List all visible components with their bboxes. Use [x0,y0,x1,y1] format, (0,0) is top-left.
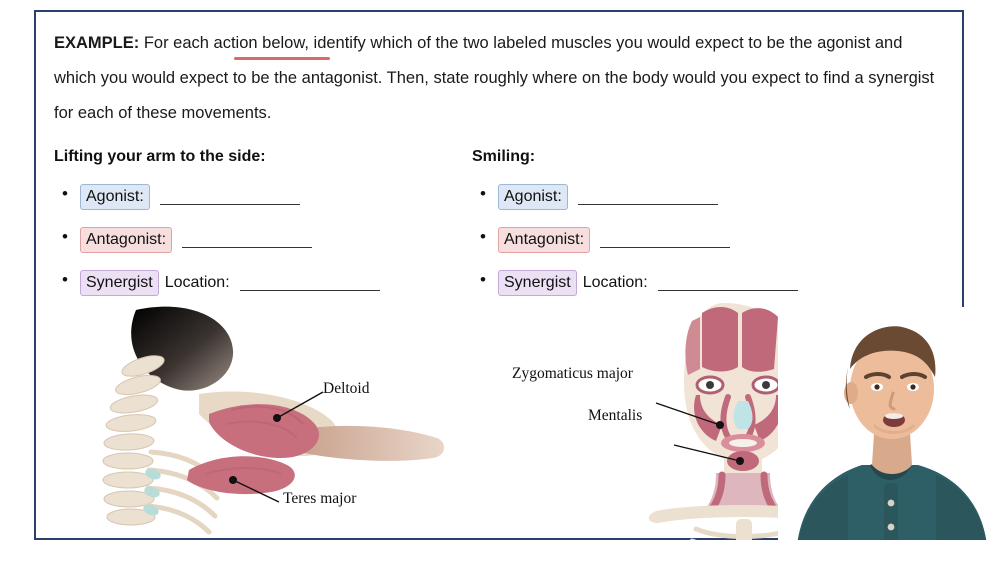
column-smiling [472,148,892,313]
tag-antagonist-left: Antagonist: [80,227,172,253]
tag-agonist-right: Agonist: [498,184,568,210]
tag-agonist-left: Agonist: [80,184,150,210]
answer-list-right [472,184,892,296]
list-item-agonist-left [54,184,474,210]
synergist-location-blank-right[interactable] [658,275,798,291]
location-label-left: Location: [164,274,230,291]
shoulder-diagram-svg [81,302,461,542]
column-lifting-arm [54,148,474,313]
tag-antagonist-right: Antagonist: [498,227,590,253]
prompt-line-2: and which you would expect to be the antagonist. Then, state roughly where on the body would you expect to find [54,34,903,87]
agonist-answer-blank-left[interactable] [160,189,300,205]
instructor-video-overlay[interactable] [778,307,1000,562]
red-underline-annotation [234,57,330,60]
label-mentalis: Mentalis [588,407,643,424]
bottom-strip [0,540,1000,562]
list-item-synergist-right [472,270,892,296]
list-item-agonist-right [472,184,892,210]
list-item-synergist-left [54,270,474,296]
prompt-text [54,26,949,131]
antagonist-answer-blank-right[interactable] [600,232,730,248]
answer-list-left [54,184,474,296]
location-label-right: Location: [582,274,648,291]
list-item-antagonist-left [54,227,474,253]
prompt-line-1: For each action below, identify which of the two labeled muscles you would expect to be the agonist [139,34,871,52]
tag-synergist-left: Synergist [80,270,159,296]
label-deltoid: Deltoid [323,380,370,397]
label-zygomaticus-major: Zygomaticus major [512,365,633,382]
column-title-left: Lifting your arm to the side: [54,148,266,165]
shoulder-muscle-diagram [81,302,461,542]
agonist-answer-blank-right[interactable] [578,189,718,205]
tag-synergist-right: Synergist [498,270,577,296]
example-label: EXAMPLE: [54,34,140,52]
prompt-line-3: a synergist for each of these movements. [54,69,935,122]
presenter-figure [778,307,1000,562]
column-title-right: Smiling: [472,148,536,165]
list-item-antagonist-right [472,227,892,253]
antagonist-answer-blank-left[interactable] [182,232,312,248]
label-teres-major: Teres major [283,490,357,507]
synergist-location-blank-left[interactable] [240,275,380,291]
